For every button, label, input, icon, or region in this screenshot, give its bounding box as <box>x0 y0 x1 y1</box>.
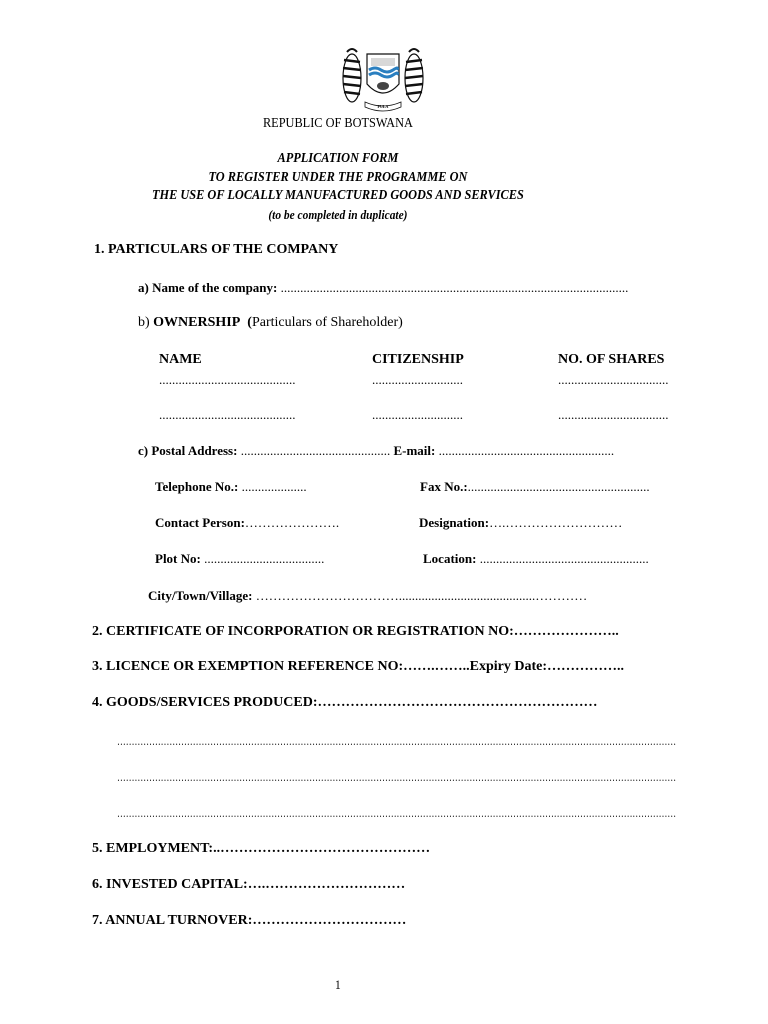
designation-label: Designation: <box>419 515 490 530</box>
section-5-employment[interactable]: 5. EMPLOYMENT:..……………………………………… <box>92 841 431 856</box>
city-label: City/Town/Village: <box>148 588 253 603</box>
email-field[interactable]: ...................................................... <box>438 443 615 458</box>
shareholder-1-citizenship-field[interactable]: ............................ <box>372 372 463 387</box>
company-name-field[interactable]: ........................................................................................................... <box>280 280 629 295</box>
page-number: 1 <box>335 977 341 992</box>
telephone-label: Telephone No.: <box>155 479 239 494</box>
fax-field[interactable]: ........................................................ <box>467 479 650 494</box>
designation-field[interactable]: ….……………………… <box>489 515 623 530</box>
city-row <box>148 588 587 604</box>
shareholder-2-shares-field[interactable]: .................................. <box>558 407 669 422</box>
section-4-goods[interactable]: 4. GOODS/SERVICES PRODUCED:…………………………………………………… <box>92 695 598 710</box>
postal-address-field[interactable]: .............................................. <box>240 443 391 458</box>
section-1-heading: 1. PARTICULARS OF THE COMPANY <box>94 242 339 257</box>
ownership-prefix: b) <box>138 315 150 330</box>
country-name: REPUBLIC OF BOTSWANA <box>262 116 413 131</box>
goods-line-3-field[interactable]: ………………………………………………………………………………………………………………………………………………………………………… <box>117 805 677 820</box>
telephone-row <box>155 479 307 495</box>
form-title-line-3: THE USE OF LOCALLY MANUFACTURED GOODS AND SERVICES <box>151 188 524 203</box>
plot-field[interactable]: ..................................... <box>204 551 325 566</box>
section-7-annual-turnover[interactable]: 7. ANNUAL TURNOVER:…………………………… <box>92 913 407 928</box>
location-row <box>423 551 649 567</box>
section-2-certificate[interactable]: 2. CERTIFICATE OF INCORPORATION OR REGISTRATION NO:………………….. <box>92 624 619 639</box>
contact-person-row <box>155 515 339 531</box>
form-subtitle: (to be completed in duplicate) <box>268 207 408 222</box>
right-zebra-icon <box>405 49 423 102</box>
col-header-shares: NO. OF SHARES <box>558 352 665 367</box>
ownership-paren: ( <box>247 315 252 330</box>
contact-person-label: Contact Person: <box>155 515 245 530</box>
ownership-row <box>138 315 403 331</box>
shareholder-2-name-field[interactable]: .......................................... <box>159 407 296 422</box>
postal-address-label: c) Postal Address: <box>138 443 238 458</box>
shield-icon <box>367 54 399 93</box>
coat-of-arms-emblem <box>335 44 431 114</box>
shareholder-1-shares-field[interactable]: .................................. <box>558 372 669 387</box>
svg-text:PULA: PULA <box>377 104 389 109</box>
designation-row <box>419 515 622 531</box>
company-name-row <box>138 280 628 296</box>
shareholder-2-citizenship-field[interactable]: ............................ <box>372 407 463 422</box>
plot-row <box>155 551 324 567</box>
section-6-invested-capital[interactable]: 6. INVESTED CAPITAL:….………………………… <box>92 877 406 892</box>
location-field[interactable]: .................................................... <box>479 551 649 566</box>
email-label: E-mail: <box>393 443 436 458</box>
ownership-label: OWNERSHIP <box>153 315 241 330</box>
company-name-label: a) Name of the company: <box>138 280 278 295</box>
form-title-line-1: APPLICATION FORM <box>277 151 399 166</box>
goods-line-2-field[interactable]: ………………………………………………………………………………………………………………………………………………………………………… <box>117 769 677 784</box>
form-title-line-2: TO REGISTER UNDER THE PROGRAMME ON <box>208 170 468 185</box>
goods-line-1-field[interactable]: ………………………………………………………………………………………………………………………………………………………………………… <box>117 733 677 748</box>
col-header-name: NAME <box>159 352 202 367</box>
fax-row <box>420 479 650 495</box>
telephone-field[interactable]: .................... <box>241 479 307 494</box>
section-3-licence[interactable]: 3. LICENCE OR EXEMPTION REFERENCE NO:…….……..Expiry Date:…………….. <box>92 659 625 674</box>
fax-label: Fax No.: <box>420 479 468 494</box>
postal-address-row <box>138 443 614 459</box>
col-header-citizenship: CITIZENSHIP <box>372 352 464 367</box>
location-label: Location: <box>423 551 477 566</box>
ownership-note: Particulars of Shareholder) <box>251 315 403 330</box>
plot-label: Plot No: <box>155 551 201 566</box>
city-field[interactable]: ……………………………..........................................………… <box>255 588 588 603</box>
contact-person-field[interactable]: …………………. <box>244 515 340 530</box>
left-zebra-icon <box>343 49 361 102</box>
shareholder-1-name-field[interactable]: .......................................... <box>159 372 296 387</box>
